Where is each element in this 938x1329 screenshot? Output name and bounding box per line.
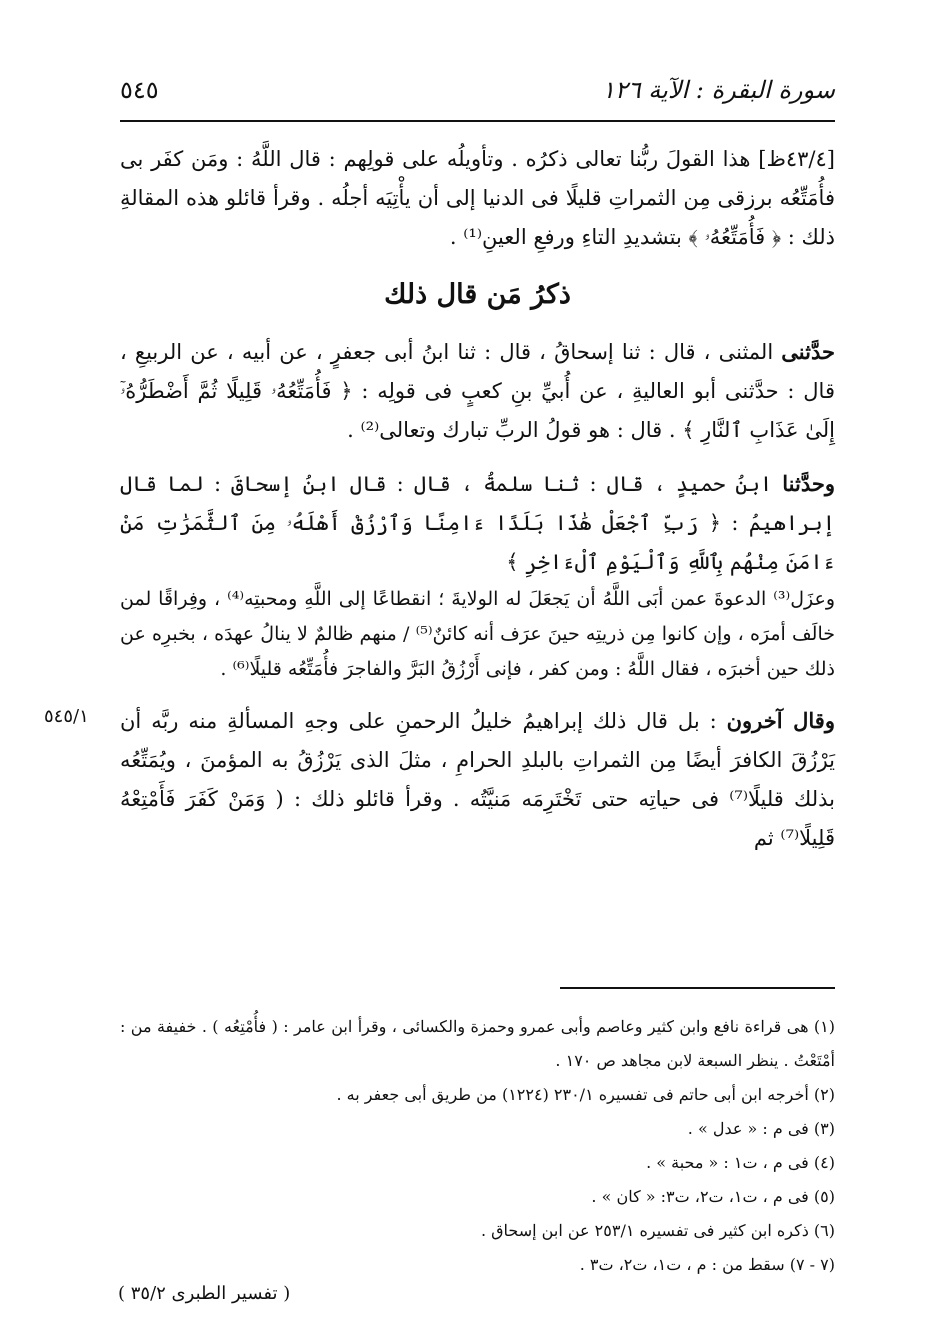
paragraph-4-text: : بل قال ذلك إبراهيمُ خليلُ الرحمنِ على وجهِ المسألةِ منه ربَّه أن يَرْزُقَ الكافرَ أيضًا مِن الثمراتِ بالبلدِ الحرامِ ، مثلَ الذى يَرْزُقُ به المؤمنَ ، ويُمَتِّعُه بذلك قليلًا⁽⁷⁾ فى حياتِه حتى تَخْتَرِمَه مَنيَّتُه . وقرأ قائلو ذلك : ( وَمَنْ كَفَرَ فَأَمْتِعْهُ قَلِيلًا⁽⁷⁾ ثم — [120, 709, 835, 850]
paragraph-2-text: المثنى ، قال : ثنا إسحاقُ ، قال : ثنا ابنُ أبى جعفرٍ ، عن أبيه ، عن الربيعِ ، قال : حدَّثنى أبو العاليةِ ، عن أُبيِّ بنِ كعبٍ فى قولِه : ﴿ فَأُمَتِّعُهُۥ قَلِيلًا ثُمَّ أَضْطَرُّهُۥٓ إِلَىٰ عَذَابِ ٱلنَّارِ ﴾ . قال : هو قولُ الربِّ تبارك وتعالى⁽²⁾ . — [120, 340, 835, 442]
paragraph-3-continued: وعزَل⁽³⁾ الدعوةَ عمن أبَى اللَّهُ أن يَجعَلَ له الولايةَ ؛ انقطاعًا إلى اللَّهِ ومحبتِه⁽⁴⁾ ، وفِراقًا لمن خالَف أمرَه ، وإن كانوا مِن ذريتِه حينَ عرَف أنه كائنٌ⁽⁵⁾ / منهم ظالمٌ لا ينالُ عهدَه ، بخبرِه عن ذلك حين أخبرَه ، فقال اللَّهُ : ومن كفر ، فإنى أَرْزُقُ البَرَّ والفاجرَ فأُمَتِّعُه قليلًا⁽⁶⁾ . — [120, 588, 835, 680]
footnotes — [120, 1010, 835, 1282]
paragraph-1 — [120, 140, 835, 257]
footnote: (٢) أخرجه ابن أبى حاتم فى تفسيره ٢٣٠/١ (١٢٢٤) من طريق أبى جعفر به . — [336, 1085, 835, 1104]
paragraph-1-text: [٤٣/٤ظ] هذا القولَ ربُّنا تعالى ذكرُه . وتأويلُه على قولِهم : قال اللَّهُ : ومَن كفَر بى فأُمَتِّعُه برزقى مِن الثمراتِ قليلًا فى الدنيا إلى أن يأْتِيَه أجلُه . وقرأ قائلو هذه المقالةِ ذلك : ﴿ فَأُمَتِّعُهُۥ ﴾ بتشديدِ التاءِ ورفعِ العينِ⁽¹⁾ . — [120, 147, 835, 249]
footnote: (٦) ذكره ابن كثير فى تفسيره ٢٥٣/١ عن ابن إسحاق . — [480, 1221, 835, 1240]
main-text — [120, 140, 835, 858]
page-number: ٥٤٥ — [120, 76, 159, 104]
footnote: (١) هى قراءة نافع وابن كثير وعاصم وأبى عمرو وحمزة والكسائى ، وقرأ ابن عامر : ( فأُمْتِعُه ) . خفيفة من : أمْتَعْتُ . ينظر السبعة لابن مجاهد ص ١٧٠ . — [120, 1017, 835, 1070]
page-header — [120, 72, 835, 112]
paragraph-3-text: ابنُ حميدٍ ، قال : ثنا سلمةُ ، قال : قال ابنُ إسحاقَ : لما قال إبراهيمُ : ﴿ رَبِّ ٱجْعَلْ هَٰذَا بَلَدًا ءَامِنًا وَٱرْزُقْ أَهْلَهُۥ مِنَ ٱلثَّمَرَٰتِ مَنْ ءَامَنَ مِنْهُم بِٱللَّهِ وَٱلْيَوْمِ ٱلْءَاخِرِ ﴾ — [120, 472, 835, 574]
running-title: سورة البقرة : الآية ١٢٦ — [601, 76, 835, 104]
footnote: (٧ - ٧) سقط من : م ، ت١، ت٢، ت٣ . — [579, 1255, 835, 1274]
footnote: (٥) فى م ، ت١، ت٢، ت٣: « كان » . — [591, 1187, 835, 1206]
paragraph-3 — [120, 464, 835, 687]
header-rule — [120, 120, 835, 122]
paragraph-3-lead: وحدَّثنا — [782, 471, 835, 496]
paragraph-4-lead: وقال آخرون — [726, 708, 835, 733]
section-heading: ذكرُ مَن قال ذلك — [384, 279, 571, 310]
paragraph-4 — [120, 701, 835, 858]
footnote: (٣) فى م : « عدل » . — [687, 1119, 835, 1138]
page-footer: ( تفسير الطبرى ٣٥/٢ ) — [118, 1283, 291, 1304]
paragraph-2-lead: حدَّثنى — [781, 339, 835, 364]
footnote: (٤) فى م ، ت١ : « محبة » . — [646, 1153, 835, 1172]
paragraph-2 — [120, 332, 835, 450]
footnote-rule — [560, 987, 835, 989]
margin-reference: ٥٤٥/١ — [44, 706, 89, 727]
